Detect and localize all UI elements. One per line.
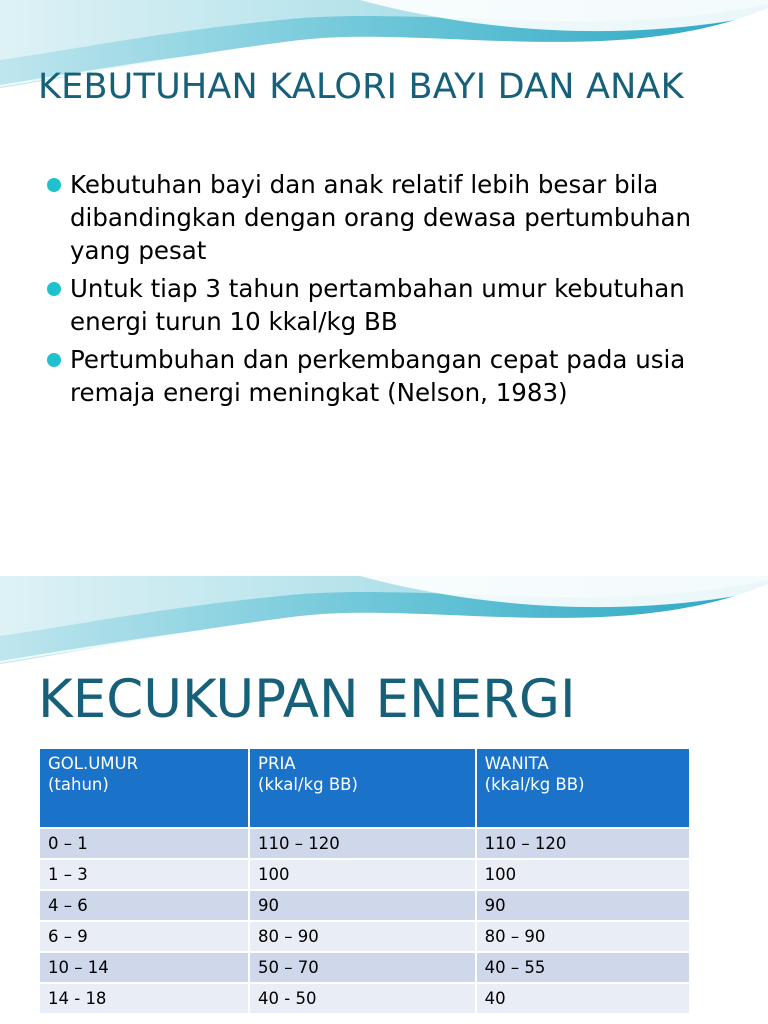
header-gol-umur bbox=[39, 748, 249, 828]
table-header-row bbox=[39, 748, 690, 828]
cell-age: 6 – 9 bbox=[39, 921, 249, 952]
slide-kecukupan-energi bbox=[0, 576, 768, 1024]
bullet-list bbox=[44, 168, 744, 414]
header-line: WANITA bbox=[484, 754, 549, 773]
table-row bbox=[39, 828, 690, 859]
bullet-text: Kebutuhan bayi dan anak relatif lebih besar bila dibandingkan dengan orang dewasa pertumbuhan yang pesat bbox=[70, 170, 692, 265]
energy-table bbox=[38, 747, 691, 1015]
header-pria bbox=[249, 748, 476, 828]
header-line: (kkal/kg BB) bbox=[484, 775, 585, 794]
cell-pria: 50 – 70 bbox=[249, 952, 476, 983]
bullet-dot-icon bbox=[47, 282, 61, 296]
cell-wanita: 90 bbox=[476, 890, 690, 921]
table-row bbox=[39, 921, 690, 952]
cell-pria: 80 – 90 bbox=[249, 921, 476, 952]
bullet-dot-icon bbox=[47, 353, 61, 367]
cell-age: 14 - 18 bbox=[39, 983, 249, 1014]
cell-pria: 100 bbox=[249, 859, 476, 890]
cell-age: 0 – 1 bbox=[39, 828, 249, 859]
slide-title: KECUKUPAN ENERGI bbox=[38, 669, 576, 730]
cell-pria: 110 – 120 bbox=[249, 828, 476, 859]
cell-age: 1 – 3 bbox=[39, 859, 249, 890]
bullet-item bbox=[44, 272, 744, 338]
header-wanita bbox=[476, 748, 690, 828]
bullet-text: Untuk tiap 3 tahun pertambahan umur kebutuhan energi turun 10 kkal/kg BB bbox=[70, 274, 685, 336]
cell-age: 10 – 14 bbox=[39, 952, 249, 983]
table-row bbox=[39, 983, 690, 1014]
cell-pria: 40 - 50 bbox=[249, 983, 476, 1014]
header-line: GOL.UMUR bbox=[48, 754, 139, 773]
cell-wanita: 110 – 120 bbox=[476, 828, 690, 859]
slide-title: KEBUTUHAN KALORI BAYI DAN ANAK bbox=[38, 67, 684, 107]
header-line: (tahun) bbox=[48, 775, 109, 794]
table-row bbox=[39, 859, 690, 890]
header-line: PRIA bbox=[258, 754, 296, 773]
cell-wanita: 40 bbox=[476, 983, 690, 1014]
bullet-dot-icon bbox=[47, 178, 61, 192]
cell-wanita: 80 – 90 bbox=[476, 921, 690, 952]
header-line: (kkal/kg BB) bbox=[258, 775, 358, 794]
bullet-text: Pertumbuhan dan perkembangan cepat pada usia remaja energi meningkat (Nelson, 1983) bbox=[70, 345, 686, 407]
table-row bbox=[39, 890, 690, 921]
table-row bbox=[39, 952, 690, 983]
cell-pria: 90 bbox=[249, 890, 476, 921]
cell-wanita: 100 bbox=[476, 859, 690, 890]
cell-age: 4 – 6 bbox=[39, 890, 249, 921]
bullet-item bbox=[44, 343, 744, 409]
cell-wanita: 40 – 55 bbox=[476, 952, 690, 983]
bullet-item bbox=[44, 168, 744, 267]
